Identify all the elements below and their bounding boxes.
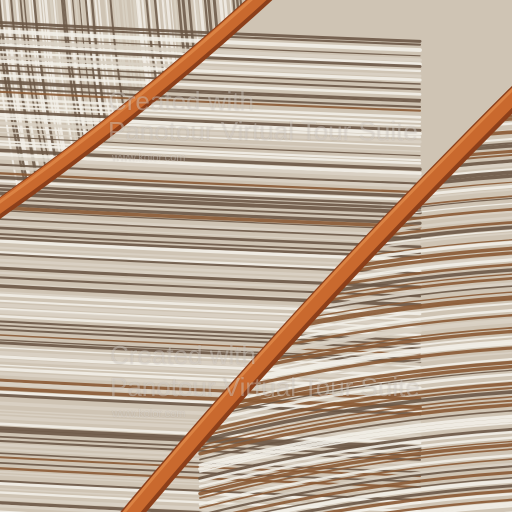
watermark-2-line2: Panotour Virtual Tour Suite [110,372,420,402]
watermark-2-line3: www.kolor.com [112,408,186,420]
watermark-1-line2: Panotour Virtual Tour Suite [108,116,418,146]
watermark-2-line1: Created with [110,340,256,370]
watermark-1-line1: Created with [108,86,254,116]
watermark-1-line3: www.kolor.com [112,152,186,164]
